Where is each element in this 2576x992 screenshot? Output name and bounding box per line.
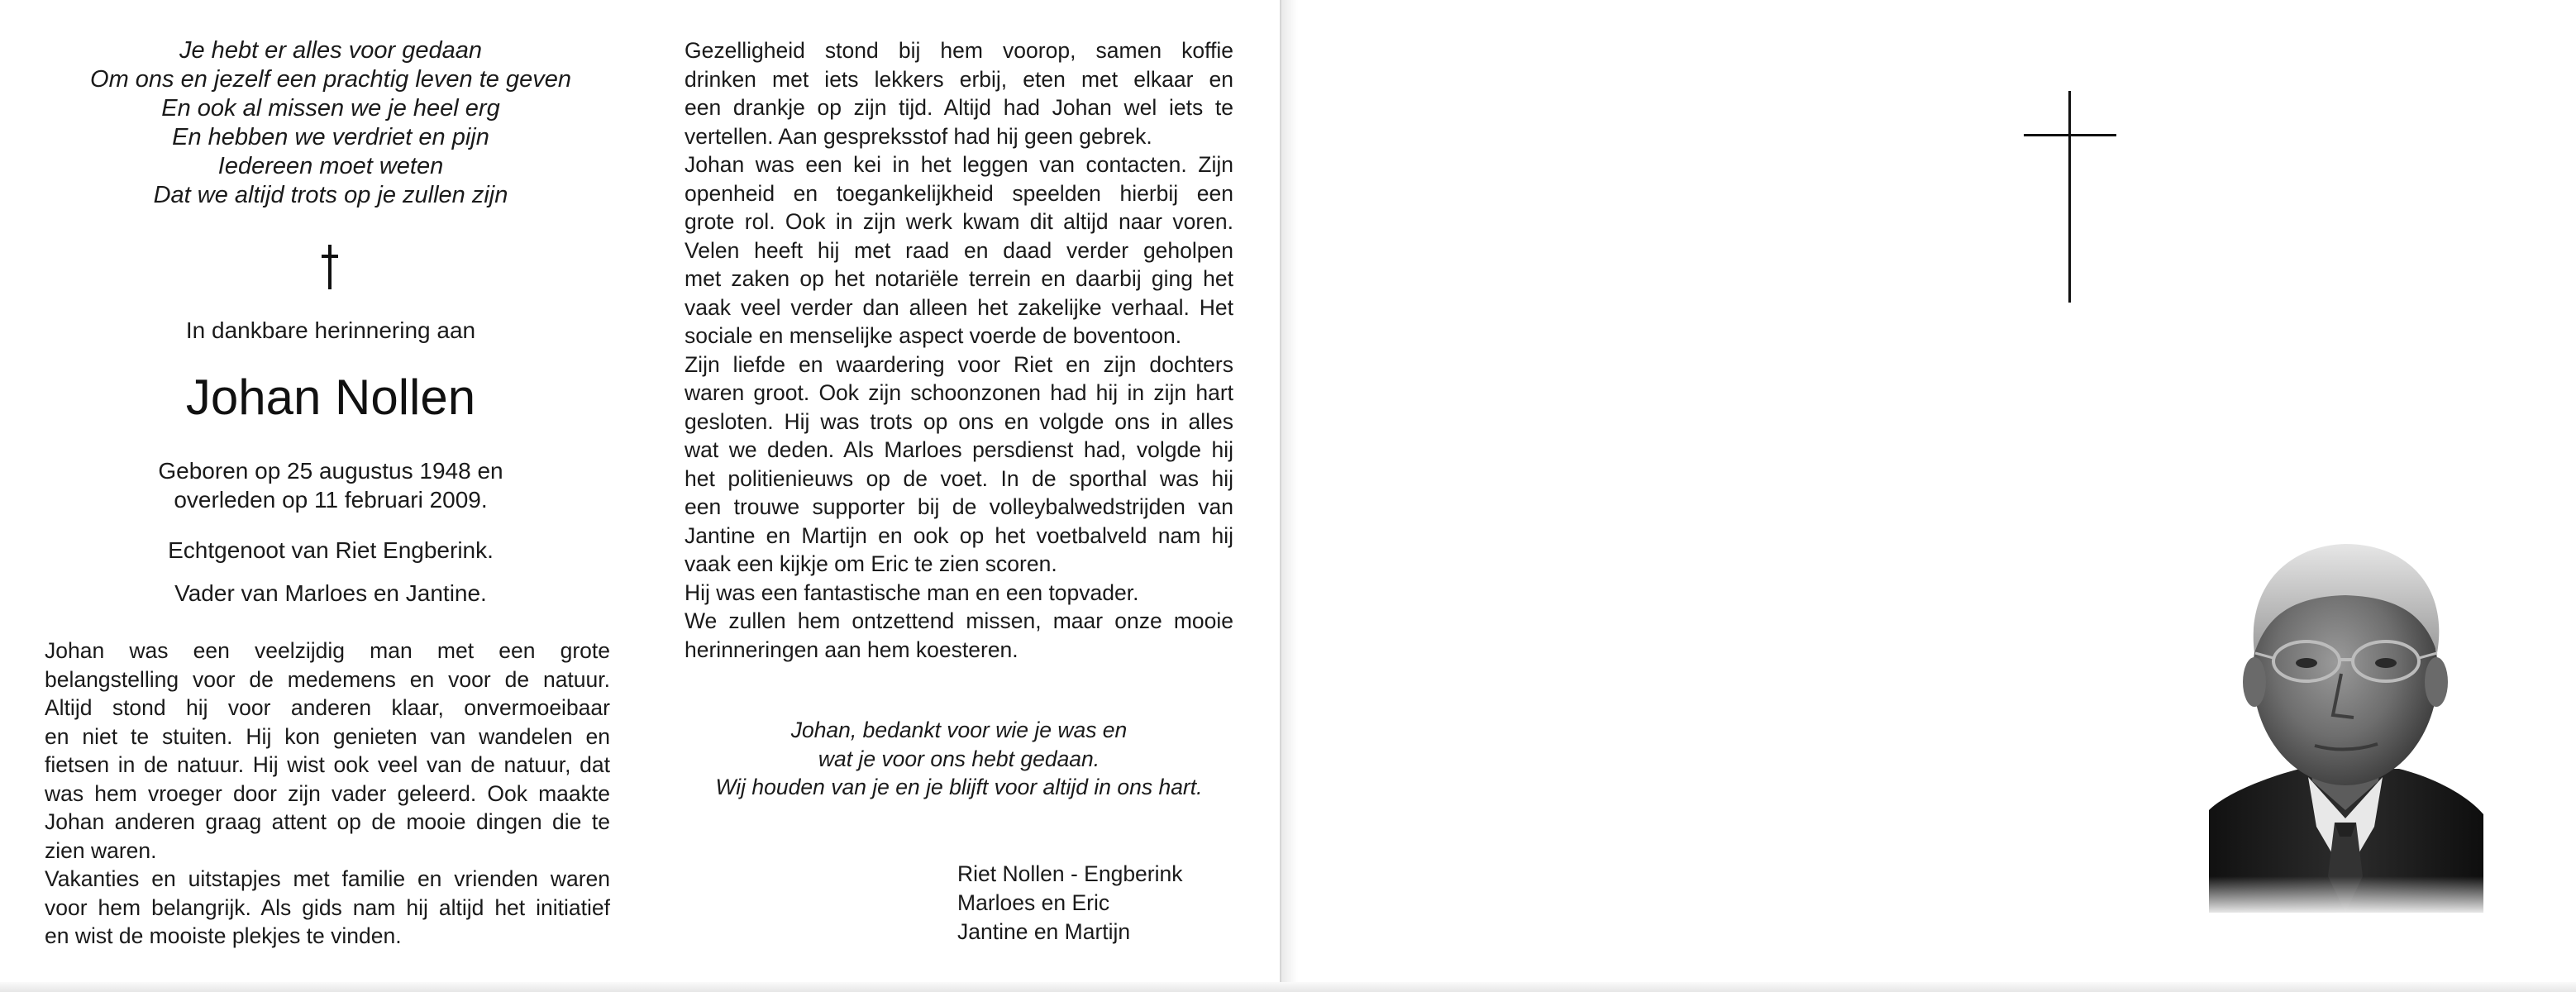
poem-line: En hebben we verdriet en pijn [172, 124, 489, 150]
text-line: Johan was een veelzijdig man met een grote [45, 638, 610, 663]
text-line: Gezelligheid stond bij hem voorop, samen koffie [685, 38, 1233, 63]
text-line: was hem vroeger door zijn vader geleerd. Ook maakte [45, 780, 610, 806]
family-signatures [957, 860, 1255, 947]
text-line: Velen heeft hij met raad en daad verder geholpen [685, 237, 1233, 263]
card-bottom-edge [0, 982, 2576, 992]
text-line: fietsen in de natuur. Hij wist ook veel van de natuur, dat [45, 752, 610, 777]
text-line: vaak veel verder dan alleen het zakelijke verhaal. Het [685, 294, 1233, 320]
biography-column-2 [685, 36, 1233, 664]
text-line: Zijn liefde en waardering voor Riet en zijn dochters [685, 351, 1233, 377]
text-line: Hij was een fantastische man en een topvader. [685, 579, 1139, 605]
text-line: het politienieuws op de voet. In de sporthal was hij [685, 465, 1233, 491]
text-line: voor hem belangrijk. Als gids nam hij altijd het initiatief [45, 894, 610, 920]
text-line: Jantine en Martijn en ook op het voetbalveld nam hij [685, 522, 1233, 548]
text-line: We zullen hem ontzettend missen, maar onze mooie [685, 608, 1233, 633]
closing-poem [661, 716, 1257, 802]
text-line: openheid en toegankelijkheid speelden hierbij een [685, 180, 1233, 206]
card-fold [1281, 0, 1298, 992]
text-line: grote rol. Ook in zijn werk kwam dit altijd naar voren. [685, 209, 1233, 234]
poem-line: Johan, bedankt voor wie je was en [790, 718, 1128, 742]
text-line: vertellen. Aan gespreksstof had hij geen gebrek. [685, 123, 1152, 149]
biography-column-1 [45, 637, 610, 951]
cross-icon [319, 245, 341, 289]
text-line: Altijd stond hij voor anderen klaar, onvermoeibaar [45, 695, 610, 720]
cross-icon [2024, 91, 2116, 303]
text-line: een drankje op zijn tijd. Altijd had Johan wel iets te [685, 95, 1233, 120]
text-line: gesloten. Hij was trots op ons en volgde ons in alles [685, 408, 1233, 434]
text-line: Vakanties en uitstapjes met familie en vrienden waren [45, 866, 610, 891]
poem-line: Wij houden van je en je blijft voor altijd in ons hart. [715, 775, 1203, 799]
dedication-text: In dankbare herinnering aan [185, 317, 476, 343]
text-line: waren groot. Ook zijn schoonzonen had hij in zijn hart [685, 380, 1233, 405]
text-line: met zaken op het notariële terrein en daarbij ging het [685, 266, 1233, 291]
poem-line: Je hebt er alles voor gedaan [179, 37, 482, 64]
signature-line: Marloes en Eric [957, 890, 1110, 915]
text-line: herinneringen aan hem koesteren. [685, 637, 1018, 662]
text-line: drinken met iets lekkers erbij, eten met elkaar en [685, 66, 1233, 92]
poem-line: En ook al missen we je heel erg [161, 95, 500, 122]
text-line: belangstelling voor de medemens en voor de natuur. [45, 666, 610, 692]
left-page [0, 0, 1281, 992]
death-line: overleden op 11 februari 2009. [174, 487, 488, 513]
birth-death-dates [33, 456, 628, 514]
signature-line: Jantine en Martijn [957, 919, 1131, 944]
opening-poem [33, 36, 628, 210]
text-line: sociale en menselijke aspect voerde de boventoon. [685, 323, 1182, 348]
text-line: vaak een kijkje om Eric te zien scoren. [685, 551, 1057, 576]
poem-line: wat je voor ons hebt gedaan. [818, 746, 1100, 771]
text-line: en niet te stuiten. Hij kon genieten van wandelen en [45, 723, 610, 749]
deceased-name: Johan Nollen [185, 370, 476, 425]
portrait-photo [2209, 529, 2483, 913]
text-line: zien waren. [45, 837, 157, 863]
signature-line: Riet Nollen - Engberink [957, 861, 1183, 886]
text-line: een trouwe supporter bij de volleybalwedstrijden van [685, 494, 1233, 519]
text-line: Johan was een kei in het leggen van contacten. Zijn [685, 152, 1233, 177]
birth-line: Geboren op 25 augustus 1948 en [158, 458, 503, 484]
poem-line: Om ons en jezelf een prachtig leven te geven [90, 66, 571, 93]
poem-line: Iedereen moet weten [217, 153, 444, 179]
spouse-text: Echtgenoot van Riet Engberink. [168, 537, 494, 563]
text-line: en wist de mooiste plekjes te vinden. [45, 923, 402, 948]
text-line: Johan anderen graag attent op de mooie dingen die te [45, 809, 610, 834]
text-line: wat we deden. Als Marloes persdienst had, volgde hij [685, 437, 1233, 462]
poem-line: Dat we altijd trots op je zullen zijn [153, 182, 508, 208]
children-text: Vader van Marloes en Jantine. [174, 580, 487, 606]
